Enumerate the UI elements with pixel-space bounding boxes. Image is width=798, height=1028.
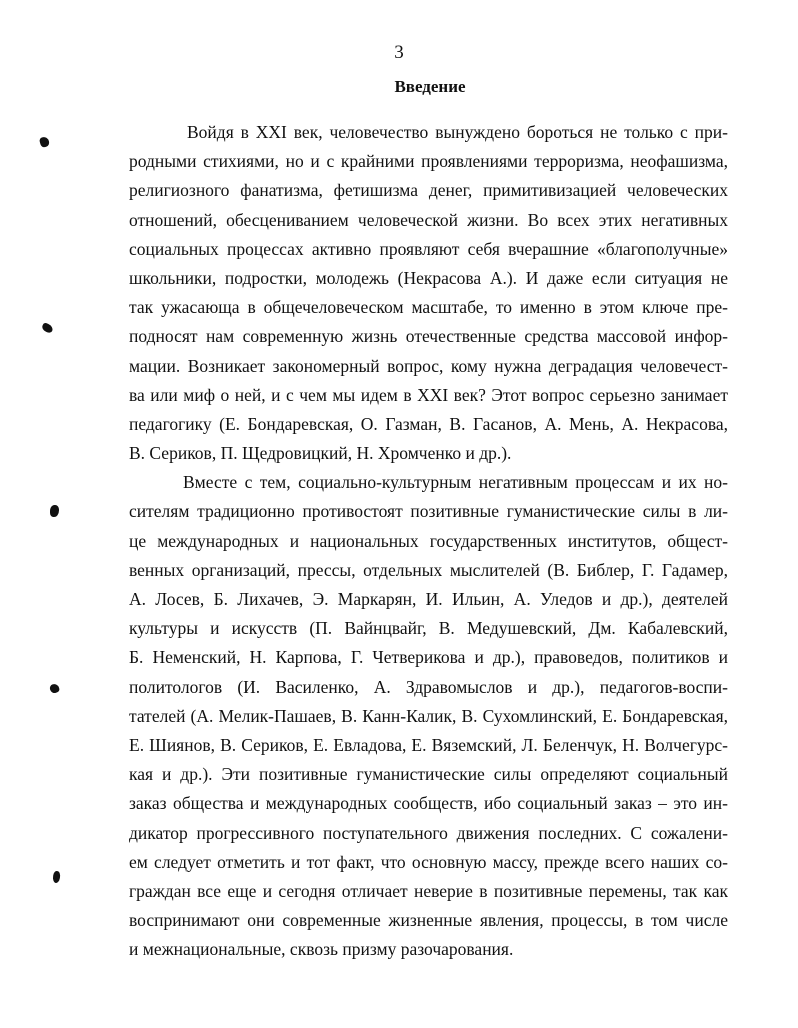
text-line: воспринимают они современные жизненные явления, процессы, в том числе	[129, 910, 728, 931]
text-line: венных организаций, прессы, отдельных мыслителей (В. Библер, Г. Гадамер,	[129, 559, 728, 580]
text-line: религиозного фанатизма, фетишизма денег, примитивизацией человеческих	[129, 180, 728, 201]
section-title: Введение	[394, 77, 466, 96]
text-line: В. Сериков, П. Щедровицкий, Н. Хромченко и др.).	[129, 443, 512, 464]
text-line: отношений, обесцениванием человеческой жизни. Во всех этих негативных	[129, 209, 728, 230]
binding-hole-mark	[49, 683, 61, 695]
binding-hole-mark	[52, 870, 61, 883]
text-line: политологов (И. Василенко, А. Здравомыслов и др.), педагогов-воспи-	[129, 676, 728, 697]
binding-hole-mark	[39, 136, 50, 148]
text-line: родными стихиями, но и с крайними проявлениями терроризма, неофашизма,	[129, 151, 728, 172]
paragraph-1	[129, 118, 728, 468]
text-line: так ужасающа в общечеловеческом масштабе, то именно в этом ключе пре-	[129, 297, 728, 318]
text-line: дикатор прогрессивного поступательного движения последних. С сожалени-	[129, 822, 728, 843]
text-line: це международных и национальных государственных институтов, общест-	[129, 530, 728, 551]
page-number: 3	[394, 42, 404, 63]
text-line: социальных процессах активно проявляют себя вчерашние «благополучные»	[129, 238, 728, 259]
binding-hole-mark	[50, 505, 59, 517]
text-line: кая и др.). Эти позитивные гуманистические силы определяют социальный	[129, 764, 728, 785]
text-line: и межнациональные, сквозь призму разочарования.	[129, 939, 514, 960]
text-line: подносят нам современную жизнь отечественные средства массовой инфор-	[129, 326, 728, 347]
text-line: педагогику (Е. Бондаревская, О. Газман, В. Гасанов, А. Мень, А. Некрасова,	[129, 413, 728, 434]
paragraph-2	[129, 468, 728, 964]
text-line: мации. Возникает закономерный вопрос, кому нужна деградация человечест-	[129, 355, 728, 376]
body-text	[129, 118, 728, 964]
text-line: Вместе с тем, социально-культурным негативным процессам и их но-	[183, 472, 728, 493]
text-line: заказ общества и международных сообществ, ибо социальный заказ – это ин-	[129, 793, 728, 814]
text-line: Е. Шиянов, В. Сериков, Е. Евладова, Е. Вяземский, Л. Беленчук, Н. Волчегурс-	[129, 734, 728, 755]
text-line: граждан все еще и сегодня отличает неверие в позитивные перемены, так как	[129, 880, 728, 901]
binding-hole-mark	[41, 322, 54, 334]
text-line: культуры и искусств (П. Вайнцвайг, В. Медушевский, Дм. Кабалевский,	[129, 618, 728, 639]
text-line: ем следует отметить и тот факт, что основную массу, прежде всего наших со-	[129, 851, 728, 872]
text-line: ва или миф о ней, и с чем мы идем в XXI век? Этот вопрос серьезно занимает	[129, 384, 728, 405]
text-line: Б. Неменский, Н. Карпова, Г. Четверикова и др.), правоведов, политиков и	[129, 647, 728, 668]
text-line: школьники, подростки, молодежь (Некрасова А.). И даже если ситуация не	[129, 267, 728, 288]
text-line: сителям традиционно противостоят позитивные гуманистические силы в ли-	[129, 501, 728, 522]
text-line: Войдя в XXI век, человечество вынуждено бороться не только с при-	[187, 122, 728, 142]
text-line: А. Лосев, Б. Лихачев, Э. Маркарян, И. Ильин, А. Уледов и др.), деятелей	[129, 589, 728, 609]
text-line: тателей (А. Мелик-Пашаев, В. Канн-Калик, В. Сухомлинский, Е. Бондаревская,	[129, 705, 728, 726]
